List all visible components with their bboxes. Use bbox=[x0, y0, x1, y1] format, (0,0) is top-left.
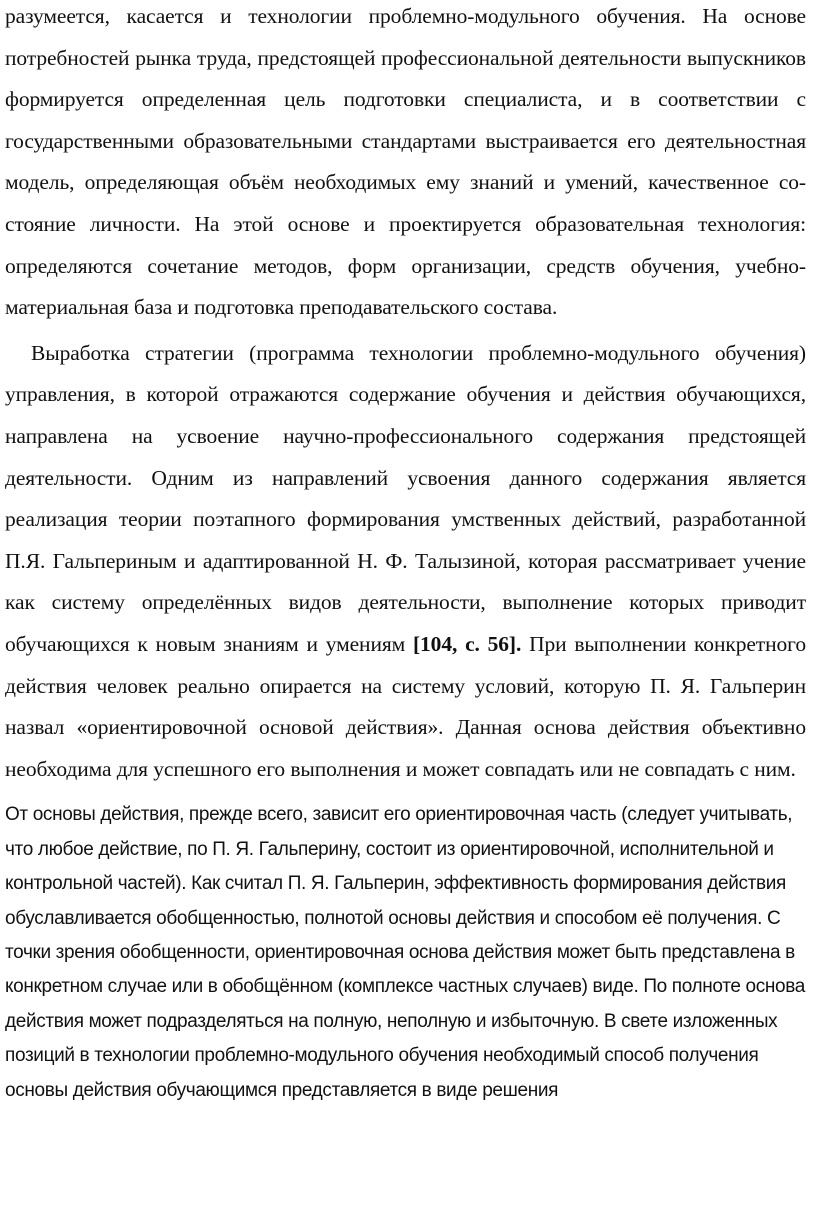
paragraph-1: разумеется, касается и технологии проблемно-модульного обучения. На основе потребностей рынка труда, предстоящей профессиональной деятельности выпускников формируется определенная цель подготовки специалиста, и в соответствии с государственными образовательными стандартами выстраивается его деятельностная модель, определяющая объём необходимых ему знаний и умений, качественное со-стояние личности. На этой основе и проектируется образовательная технология: определяются сочетание методов, форм организации, средств обучения, учебно-материальная база и подготовка преподавательского состава. bbox=[5, 4, 806, 320]
citation-reference: [104, с. 56]. bbox=[412, 631, 522, 656]
paragraph-2-text-after: При выполнении конкретного действия человек реально опирается на систему условий, которую П. Я. Гальперин назвал «ориентировочной основой действия». Данная основа действия объективно необходима для успешного его выполнения и может совпадать или не совпадать с ним. bbox=[5, 631, 806, 781]
paragraph-2 bbox=[5, 333, 806, 791]
paragraph-2-text-before: Выработка стратегии (программа технологии проблемно-модульного обучения) управления, в которой отражаются содержание обучения и действия обучающихся, направлена на усвоение научно-профессионального содержания предстоящей деятельности. Одним из направлений усвоения данного содержания является реализация теории поэтапного формирования умственных действий, разработанной П.Я. Гальпериным и адаптированной Н. Ф. Талызиной, которая рассматривает учение как систему определённых видов деятельности, выполнение которых приводит обучающихся к новым знаниям и умениям bbox=[5, 340, 806, 656]
paragraph-3: От основы действия, прежде всего, зависит его ориентировочная часть (следует учитывать, что любое действие, по П. Я. Гальперину, состоит из ориентировочной, исполнительной и контрольной частей). Как считал П. Я. Гальперин, эффективность формирования действия обуславливается обобщенностью, полнотой основы действия и способом её получения. С точки зрения обобщенности, ориентировочная основа действия может быть представлена в конкретном случае или в обобщённом (комплексе частных случаев) виде. По полноте основа действия может подразделяться на полную, неполную и избыточную. В свете изложенных позиций в технологии проблемно-модульного обучения необходимый способ получения основы действия обучающимся представляется в виде решения bbox=[5, 804, 805, 1101]
